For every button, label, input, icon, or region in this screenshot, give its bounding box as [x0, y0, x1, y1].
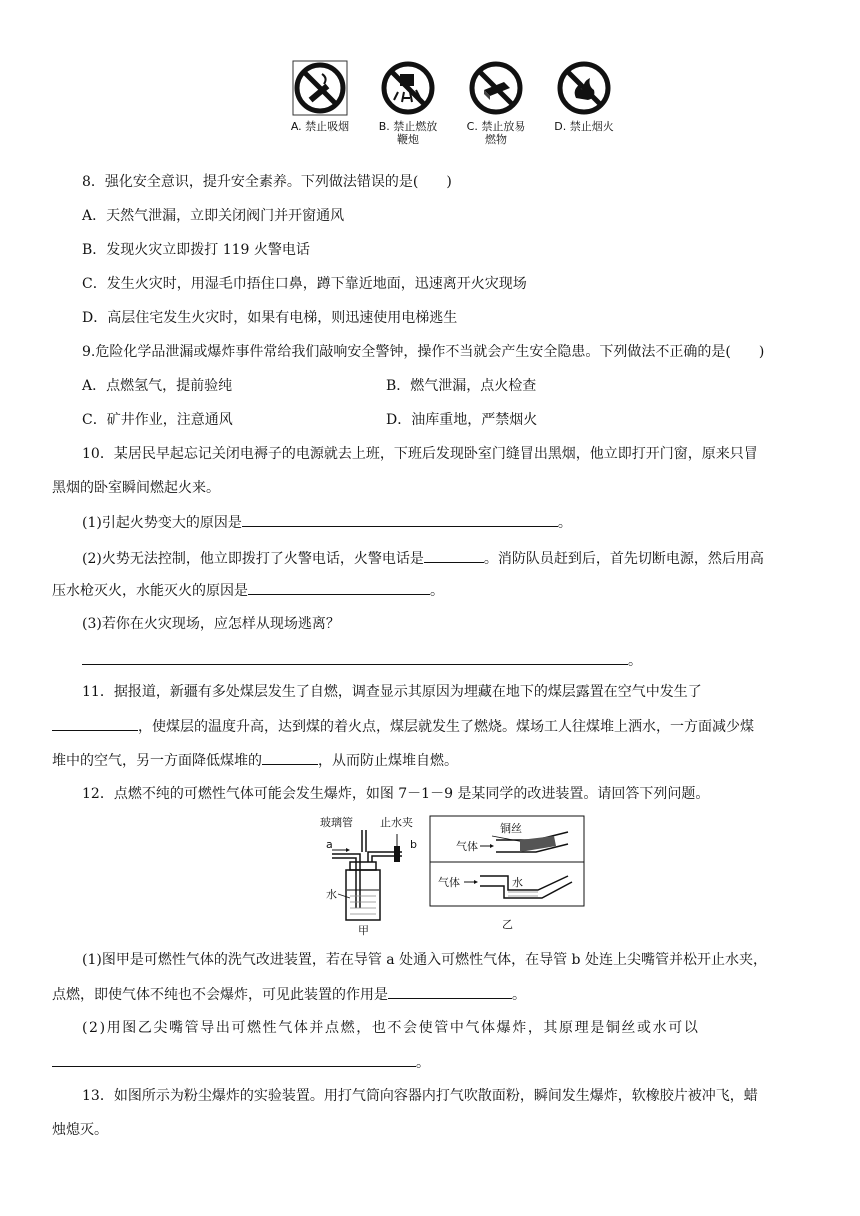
label-water-jia: 水: [326, 888, 337, 901]
q9-option-b: B．燃气泄漏，点火检查: [386, 378, 537, 394]
q9-option-a: A．点燃氢气，提前验纯: [82, 378, 233, 394]
q10-stem-line2: 黑烟的卧室瞬间燃起火来。: [52, 480, 220, 496]
sign-a: [280, 60, 360, 133]
label-jia: 甲: [358, 924, 369, 936]
q10-part2-line1: [82, 548, 764, 569]
q11-line3: [52, 750, 458, 771]
q10-part3-answer-line: [82, 650, 642, 671]
label-water-yi: 水: [512, 876, 523, 889]
period: 。: [557, 515, 572, 531]
q11-line3-text-b: ，从而防止煤堆自燃。: [318, 753, 458, 769]
q13-line2: 烛熄灭。: [52, 1122, 108, 1138]
period: 。: [512, 987, 526, 1003]
q8-stem: 8．强化安全意识，提升安全素养。下列做法错误的是( ): [82, 174, 452, 190]
q8-option-c: C．发生火灾时，用湿毛巾捂住口鼻，蹲下靠近地面，迅速离开火灾现场: [82, 276, 527, 292]
q12-part1-line1: (1)图甲是可燃性气体的洗气改进装置，若在导管 a 处通入可燃性气体，在导管 b 处连上尖嘴管并松开止水夹，: [82, 952, 767, 968]
q8-option-b: B．发现火灾立即拨打 119 火警电话: [82, 242, 310, 258]
q12-part1-line2: [52, 984, 526, 1005]
q10-part2-text-c: 压水枪灭火，水能灭火的原因是: [52, 583, 248, 599]
no-fire-icon: [556, 60, 612, 116]
answer-blank[interactable]: [262, 750, 318, 765]
label-gas-top: 气体: [456, 840, 478, 853]
answer-blank[interactable]: [52, 1052, 416, 1067]
label-a: a: [326, 838, 333, 851]
sign-a-caption: A. 禁止吸烟: [290, 120, 350, 133]
q10-part2-text-b: 。消防队员赶到后，首先切断电源，然后用高: [483, 551, 764, 567]
q10-stem-line1: 10．某居民早起忘记关闭电褥子的电源就去上班，下班后发现卧室门缝冒出黑烟，他立即打开门窗，原来只冒: [82, 446, 758, 462]
q12-part1-text: 点燃，即使气体不纯也不会爆炸，可见此装置的作用是: [52, 987, 388, 1003]
no-flammables-icon: [468, 60, 524, 116]
q9-stem: 9.危险化学品泄漏或爆炸事件常给我们敲响安全警钟，操作不当就会产生安全隐患。下列做法不正确的是( ): [82, 344, 765, 360]
q10-part1: [82, 512, 572, 533]
safety-signs: [280, 60, 620, 160]
q12-stem: 12．点燃不纯的可燃性气体可能会发生爆炸，如图 7－1－9 是某同学的改进装置。请回答下列问题。: [82, 786, 710, 802]
q8-option-d: D．高层住宅发生火灾时，如果有电梯，则迅速使用电梯逃生: [82, 310, 458, 326]
q10-part1-text: (1)引起火势变大的原因是: [82, 515, 242, 531]
no-firecrackers-icon: [380, 60, 436, 116]
period: 。: [416, 1055, 430, 1071]
sign-b: [368, 60, 448, 146]
q9-option-c: C．矿井作业，注意通风: [82, 412, 233, 428]
period: 。: [628, 653, 642, 669]
label-yi: 乙: [502, 918, 513, 931]
answer-blank[interactable]: [52, 716, 138, 731]
q10-part3: (3)若你在火灾现场，应怎样从现场逃离？: [82, 616, 340, 632]
label-gas-bottom: 气体: [438, 876, 460, 889]
q9-option-d: D．油库重地，严禁烟火: [386, 412, 538, 428]
label-b: b: [410, 838, 417, 851]
no-smoking-icon: [292, 60, 348, 116]
q12-part2-answer-line: [52, 1052, 430, 1073]
sign-c-caption: C. 禁止放易 燃物: [466, 120, 526, 146]
q13-line1: 13．如图所示为粉尘爆炸的实验装置。用打气筒向容器内打气吹散面粉，瞬间发生爆炸，软橡胶片被冲飞，蜡: [82, 1088, 758, 1104]
q11-line2-text: ，使煤层的温度升高，达到煤的着火点，煤层就发生了燃烧。煤场工人往煤堆上洒水，一方面减少煤: [138, 719, 754, 735]
answer-blank[interactable]: [424, 548, 484, 563]
answer-blank[interactable]: [248, 580, 430, 595]
sign-d: [544, 60, 624, 133]
q11-line1: 11．据报道，新疆有多处煤层发生了自燃，调查显示其原因为埋藏在地下的煤层露置在空气中发生了: [82, 684, 702, 700]
q10-part2-text-a: (2)火势无法控制，他立即拨打了火警电话，火警电话是: [82, 551, 424, 567]
sign-c: [456, 60, 536, 146]
q8-option-a: A．天然气泄漏，立即关闭阀门并开窗通风: [82, 208, 345, 224]
q10-part2-line2: [52, 580, 444, 601]
sign-b-caption: B. 禁止燃放 鞭炮: [378, 120, 438, 146]
sign-d-caption: D. 禁止烟火: [554, 120, 614, 133]
apparatus-figure: [306, 812, 596, 936]
q11-line2: [52, 716, 754, 737]
label-glass-tube: 玻璃管: [320, 816, 353, 829]
label-clamp: 止水夹: [380, 816, 413, 829]
answer-blank[interactable]: [242, 512, 558, 527]
q12-part2-line1: (2)用图乙尖嘴管导出可燃性气体并点燃，也不会使管中气体爆炸，其原理是铜丝或水可以: [82, 1020, 700, 1036]
period: 。: [430, 583, 444, 599]
answer-blank[interactable]: [388, 984, 512, 999]
q11-line3-text-a: 堆中的空气，另一方面降低煤堆的: [52, 753, 262, 769]
answer-blank[interactable]: [82, 650, 628, 665]
label-copper: 铜丝: [500, 822, 522, 835]
